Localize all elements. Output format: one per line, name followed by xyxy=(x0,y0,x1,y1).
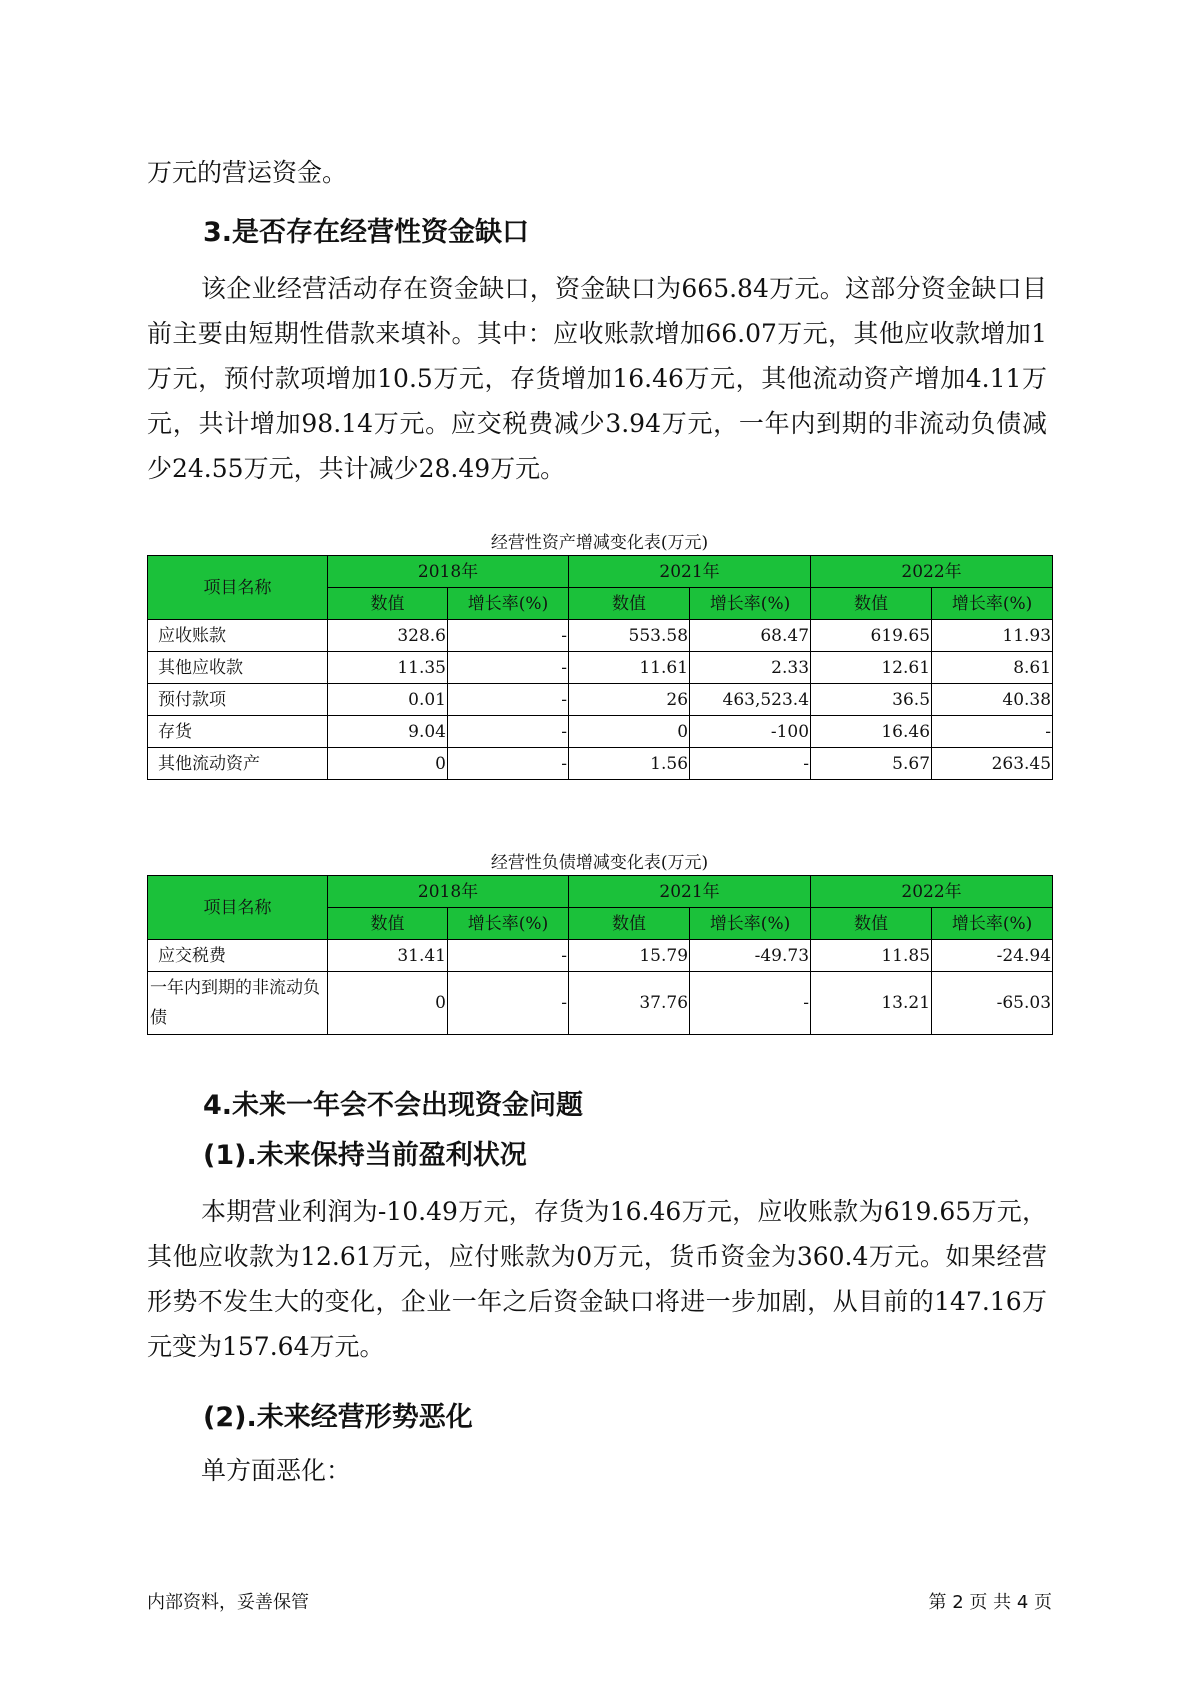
table-row xyxy=(148,716,1053,748)
cell-rate: 68.47 xyxy=(690,620,811,652)
cell-value: 9.04 xyxy=(328,716,448,748)
table-header-row xyxy=(148,556,1053,588)
cell-rate: - xyxy=(690,972,811,1035)
cell-value: 11.61 xyxy=(569,652,690,684)
liabilities-table-caption: 经营性负债增减变化表(万元) xyxy=(490,853,709,873)
subheader-value: 数值 xyxy=(328,908,448,940)
cell-value: 11.85 xyxy=(811,940,932,972)
cell-value: 13.21 xyxy=(811,972,932,1035)
liabilities-table xyxy=(147,875,1053,1035)
cell-value: 5.67 xyxy=(811,748,932,780)
header-year-2022: 2022年 xyxy=(811,556,1053,588)
cell-rate: -65.03 xyxy=(932,972,1053,1035)
cell-value: 26 xyxy=(569,684,690,716)
cell-rate: - xyxy=(932,716,1053,748)
subheader-value: 数值 xyxy=(811,588,932,620)
cell-rate: - xyxy=(448,620,569,652)
cell-rate: 263.45 xyxy=(932,748,1053,780)
paragraph-deterioration: 单方面恶化： xyxy=(201,1456,352,1485)
cell-rate: -49.73 xyxy=(690,940,811,972)
header-year-2018: 2018年 xyxy=(328,876,569,908)
cell-rate: - xyxy=(690,748,811,780)
subheader-value: 数值 xyxy=(811,908,932,940)
subheader-rate: 增长率(%) xyxy=(690,908,811,940)
header-year-2021: 2021年 xyxy=(569,556,811,588)
subheader-rate: 增长率(%) xyxy=(690,588,811,620)
cell-value: 0 xyxy=(328,972,448,1035)
row-name: 存货 xyxy=(148,716,328,748)
paragraph-continuation: 万元的营运资金。 xyxy=(147,158,348,187)
footer-confidential-note: 内部资料，妥善保管 xyxy=(147,1592,309,1613)
paragraph-outlook: 本期营业利润为-10.49万元，存货为16.46万元，应收账款为619.65万元，其他应收款为12.61万元，应付账款为0万元，货币资金为360.4万元。如果经营形势不发生大的变化，企业一年之后资金缺口将进一步加剧，从目前的147.16万元变为157.64万元。 xyxy=(147,1197,1047,1361)
cell-value: 619.65 xyxy=(811,620,932,652)
row-name: 应交税费 xyxy=(148,940,328,972)
assets-table-caption: 经营性资产增减变化表(万元) xyxy=(490,533,709,553)
row-name: 预付款项 xyxy=(148,684,328,716)
cell-rate: -24.94 xyxy=(932,940,1053,972)
header-item-name: 项目名称 xyxy=(148,556,328,620)
subheader-rate: 增长率(%) xyxy=(448,908,569,940)
row-name: 其他流动资产 xyxy=(148,748,328,780)
cell-rate: 463,523.4 xyxy=(690,684,811,716)
table-row xyxy=(148,620,1053,652)
cell-rate: - xyxy=(448,716,569,748)
cell-rate: - xyxy=(448,652,569,684)
cell-rate: 8.61 xyxy=(932,652,1053,684)
cell-rate: 40.38 xyxy=(932,684,1053,716)
subheader-rate: 增长率(%) xyxy=(448,588,569,620)
cell-value: 37.76 xyxy=(569,972,690,1035)
cell-rate: - xyxy=(448,972,569,1035)
cell-value: 1.56 xyxy=(569,748,690,780)
cell-value: 328.6 xyxy=(328,620,448,652)
cell-value: 0 xyxy=(569,716,690,748)
table-row xyxy=(148,684,1053,716)
cell-value: 0.01 xyxy=(328,684,448,716)
header-year-2022: 2022年 xyxy=(811,876,1053,908)
row-name: 应收账款 xyxy=(148,620,328,652)
cell-value: 11.35 xyxy=(328,652,448,684)
cell-rate: - xyxy=(448,684,569,716)
paragraph-funding-gap: 该企业经营活动存在资金缺口，资金缺口为665.84万元。这部分资金缺口目前主要由短期性借款来填补。其中：应收账款增加66.07万元，其他应收款增加1万元，预付款项增加10.5万元，存货增加16.46万元，其他流动资产增加4.11万元，共计增加98.14万元。应交税费减少3.94万元，一年内到期的非流动负债减少24.55万元，共计减少28.49万元。 xyxy=(147,274,1047,483)
cell-value: 16.46 xyxy=(811,716,932,748)
cell-rate: - xyxy=(448,940,569,972)
subheader-rate: 增长率(%) xyxy=(932,588,1053,620)
cell-value: 15.79 xyxy=(569,940,690,972)
subheader-value: 数值 xyxy=(569,908,690,940)
section-heading-4: 4.未来一年会不会出现资金问题 xyxy=(203,1090,584,1121)
footer-page-number: 第 2 页 共 4 页 xyxy=(928,1592,1052,1613)
cell-rate: 11.93 xyxy=(932,620,1053,652)
row-name: 一年内到期的非流动负债 xyxy=(148,972,328,1035)
cell-value: 553.58 xyxy=(569,620,690,652)
table-header-row xyxy=(148,876,1053,908)
subheader-value: 数值 xyxy=(569,588,690,620)
cell-value: 36.5 xyxy=(811,684,932,716)
subheader-value: 数值 xyxy=(328,588,448,620)
subheader-rate: 增长率(%) xyxy=(932,908,1053,940)
table-row xyxy=(148,972,1053,1035)
table-row xyxy=(148,748,1053,780)
cell-value: 0 xyxy=(328,748,448,780)
cell-rate: 2.33 xyxy=(690,652,811,684)
cell-rate: -100 xyxy=(690,716,811,748)
subsection-heading-4-1: (1).未来保持当前盈利状况 xyxy=(203,1140,527,1171)
cell-rate: - xyxy=(448,748,569,780)
header-year-2021: 2021年 xyxy=(569,876,811,908)
header-item-name: 项目名称 xyxy=(148,876,328,940)
table-row xyxy=(148,940,1053,972)
cell-value: 31.41 xyxy=(328,940,448,972)
row-name: 其他应收款 xyxy=(148,652,328,684)
header-year-2018: 2018年 xyxy=(328,556,569,588)
subsection-heading-4-2: (2).未来经营形势恶化 xyxy=(203,1402,473,1433)
section-heading-3: 3.是否存在经营性资金缺口 xyxy=(203,217,530,248)
cell-value: 12.61 xyxy=(811,652,932,684)
table-row xyxy=(148,652,1053,684)
assets-table xyxy=(147,555,1053,780)
